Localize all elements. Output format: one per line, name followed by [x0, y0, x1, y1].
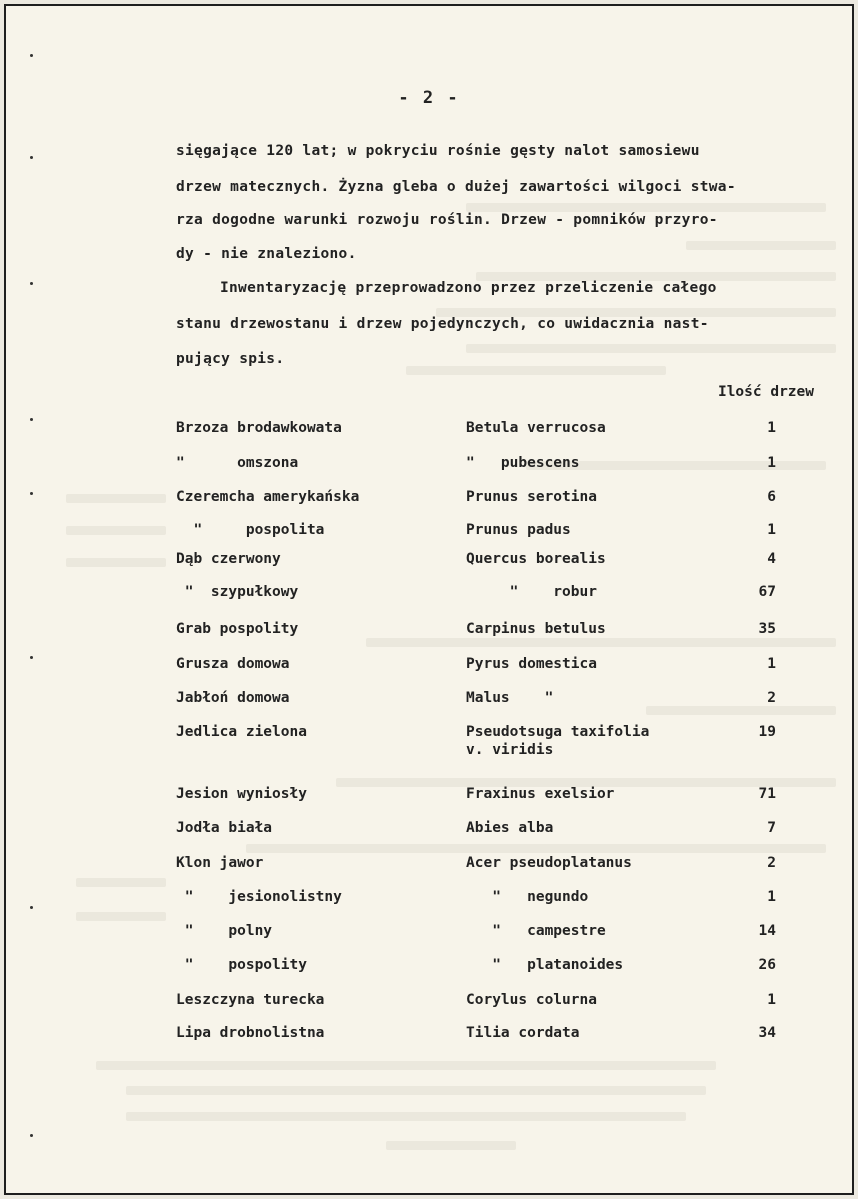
tree-count: 2 — [767, 690, 776, 706]
latin-name-text: Pyrus domestica — [466, 656, 597, 672]
table-row — [6, 820, 852, 860]
tree-count: 19 — [758, 724, 776, 740]
table-row — [6, 420, 852, 460]
latin-name-text: " platanoides — [466, 957, 624, 973]
margin-dot — [30, 54, 33, 57]
latin-name-text: Pseudotsuga taxifolia — [466, 724, 650, 740]
polish-name: Dąb czerwony — [176, 551, 281, 567]
bleed-through — [126, 1086, 706, 1095]
tree-count: 26 — [758, 957, 776, 973]
latin-name-text: Malus " — [466, 690, 554, 706]
latin-name-text: Betula verrucosa — [466, 420, 606, 436]
tree-count: 2 — [767, 855, 776, 871]
polish-name: " omszona — [176, 455, 299, 471]
latin-name — [466, 455, 580, 471]
latin-name-text: Quercus borealis — [466, 551, 606, 567]
bleed-through — [466, 344, 836, 353]
tree-count: 4 — [767, 551, 776, 567]
tree-count: 1 — [767, 889, 776, 905]
latin-name-text: Fraxinus exelsior — [466, 786, 615, 802]
latin-name — [466, 489, 597, 505]
tree-count: 6 — [767, 489, 776, 505]
latin-name — [466, 855, 632, 871]
paragraph-line: stanu drzewostanu i drzew pojedynczych, co uwidacznia nast- — [176, 316, 709, 332]
table-row — [6, 621, 852, 661]
latin-name-text: " negundo — [466, 889, 589, 905]
polish-name: Jesion wyniosły — [176, 786, 307, 802]
paragraph-line: sięgające 120 lat; w pokryciu rośnie gęsty nalot samosiewu — [176, 143, 700, 159]
paragraph-line: Inwentaryzację przeprowadzono przez przeliczenie całego — [220, 280, 717, 296]
table-row — [6, 1025, 852, 1065]
tree-count: 1 — [767, 992, 776, 1008]
polish-name: Brzoza brodawkowata — [176, 420, 342, 436]
latin-name — [466, 992, 597, 1008]
latin-name — [466, 724, 649, 758]
polish-name: Grab pospolity — [176, 621, 299, 637]
polish-name: Grusza domowa — [176, 656, 290, 672]
paragraph-line: dy - nie znaleziono. — [176, 246, 357, 262]
tree-count-header: Ilość drzew — [717, 384, 814, 400]
latin-name-text: Prunus padus — [466, 522, 571, 538]
polish-name: Klon jawor — [176, 855, 264, 871]
polish-name: " jesionolistny — [176, 889, 342, 905]
polish-name: " pospolita — [176, 522, 325, 538]
tree-count: 1 — [767, 522, 776, 538]
table-row — [6, 724, 852, 764]
latin-name — [466, 1025, 580, 1041]
bleed-through — [386, 1141, 516, 1150]
latin-name-text: Corylus colurna — [466, 992, 597, 1008]
table-row — [6, 584, 852, 624]
tree-count: 7 — [767, 820, 776, 836]
latin-name — [466, 957, 623, 973]
document-page — [4, 4, 854, 1195]
tree-count: 34 — [758, 1025, 776, 1041]
latin-name-text: Carpinus betulus — [466, 621, 606, 637]
polish-name: Jedlica zielona — [176, 724, 307, 740]
latin-name — [466, 889, 588, 905]
tree-count: 1 — [767, 656, 776, 672]
latin-name — [466, 420, 606, 436]
tree-count: 1 — [767, 420, 776, 436]
latin-name-text: " campestre — [466, 923, 606, 939]
polish-name: Leszczyna turecka — [176, 992, 325, 1008]
polish-name: " pospolity — [176, 957, 307, 973]
latin-name-text: Acer pseudoplatanus — [466, 855, 632, 871]
margin-dot — [30, 282, 33, 285]
latin-name — [466, 656, 597, 672]
paragraph-line: pujący spis. — [176, 351, 285, 367]
tree-count: 67 — [758, 584, 776, 600]
latin-name-variety: v. viridis — [466, 742, 554, 758]
latin-name-text: Prunus serotina — [466, 489, 597, 505]
polish-name: " polny — [176, 923, 273, 939]
polish-name: Czeremcha amerykańska — [176, 489, 360, 505]
margin-dot — [30, 1134, 33, 1137]
margin-dot — [30, 156, 33, 159]
bleed-through — [126, 1112, 686, 1121]
polish-name: " szypułkowy — [176, 584, 299, 600]
latin-name-text: " robur — [466, 584, 597, 600]
polish-name: Jodła biała — [176, 820, 273, 836]
latin-name — [466, 690, 553, 706]
latin-name-text: Tilia cordata — [466, 1025, 580, 1041]
tree-count: 35 — [758, 621, 776, 637]
bleed-through — [406, 366, 666, 375]
page-number: - 2 - — [398, 88, 460, 108]
polish-name: Lipa drobnolistna — [176, 1025, 325, 1041]
latin-name — [466, 820, 553, 836]
latin-name — [466, 786, 614, 802]
tree-count: 71 — [758, 786, 776, 802]
paragraph-line: drzew matecznych. Żyzna gleba o dużej zawartości wilgoci stwa- — [176, 179, 736, 195]
latin-name — [466, 522, 571, 538]
latin-name-text: " pubescens — [466, 455, 580, 471]
latin-name-text: Abies alba — [466, 820, 554, 836]
tree-count: 1 — [767, 455, 776, 471]
paragraph-line: rza dogodne warunki rozwoju roślin. Drzew - pomników przyro- — [176, 212, 718, 228]
bleed-through — [686, 241, 836, 250]
bleed-through — [466, 203, 826, 212]
table-row — [6, 957, 852, 997]
latin-name — [466, 621, 606, 637]
polish-name: Jabłoń domowa — [176, 690, 290, 706]
latin-name — [466, 584, 597, 600]
tree-count: 14 — [758, 923, 776, 939]
latin-name — [466, 923, 606, 939]
latin-name — [466, 551, 606, 567]
